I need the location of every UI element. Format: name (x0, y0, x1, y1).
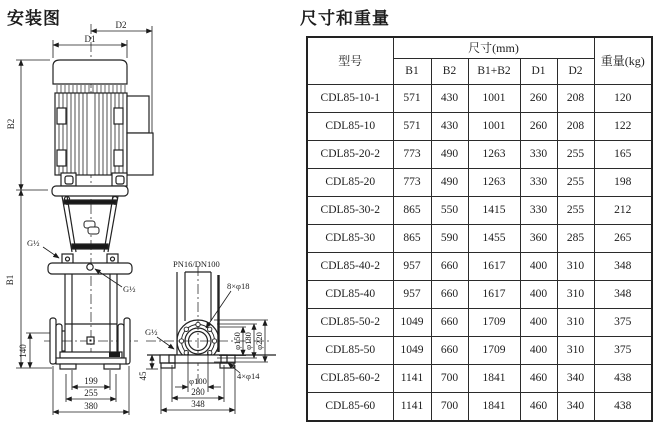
cell-b2: 550 (431, 197, 468, 225)
pump-base (56, 352, 126, 369)
dia100-label: φ100 (189, 376, 207, 386)
installation-drawing (0, 0, 300, 422)
cell-b1: 865 (393, 225, 431, 253)
cell-b1: 1049 (393, 337, 431, 365)
cell-b2: 490 (431, 169, 468, 197)
cell-b1b2: 1001 (468, 113, 520, 141)
terminal-box-lower (127, 133, 153, 175)
fan-cover (53, 60, 127, 84)
cell-weight: 375 (594, 337, 652, 365)
dim-199-label: 199 (84, 376, 98, 386)
table-row (307, 169, 652, 197)
cell-model: CDL85-60 (307, 393, 393, 422)
cell-model: CDL85-20 (307, 169, 393, 197)
cell-model: CDL85-60-2 (307, 365, 393, 393)
cell-b1: 1049 (393, 309, 431, 337)
cell-b1b2: 1415 (468, 197, 520, 225)
dim-label-b1: B1 (5, 274, 15, 286)
cell-model: CDL85-50 (307, 337, 393, 365)
cell-model: CDL85-10 (307, 113, 393, 141)
table-row (307, 253, 652, 281)
table-row (307, 113, 652, 141)
base-holes-label: 4×φ14 (237, 371, 260, 381)
cell-d2: 255 (557, 169, 594, 197)
cell-b2: 660 (431, 253, 468, 281)
flange-spec-label: PN16/DN100 (173, 259, 220, 269)
dimensions-weight-title: 尺寸和重量 (300, 9, 390, 28)
cell-weight: 438 (594, 365, 652, 393)
cell-weight: 438 (594, 393, 652, 422)
side-base-foot (220, 363, 234, 368)
col-header-d1: D1 (520, 59, 557, 85)
cell-b2: 430 (431, 85, 468, 113)
motor-stool-flange (52, 186, 128, 196)
cell-d1: 400 (520, 253, 557, 281)
table-row (307, 197, 652, 225)
table-row (307, 141, 652, 169)
cell-d2: 285 (557, 225, 594, 253)
cell-weight: 265 (594, 225, 652, 253)
foot-bolt (116, 176, 124, 184)
tie-rod-tab (57, 108, 66, 124)
cell-model: CDL85-20-2 (307, 141, 393, 169)
cell-b1b2: 1617 (468, 281, 520, 309)
cell-weight: 375 (594, 309, 652, 337)
tie-rod-tab (114, 150, 123, 166)
cell-d1: 400 (520, 337, 557, 365)
cell-b1b2: 1709 (468, 309, 520, 337)
table-row (307, 281, 652, 309)
vent-plug (87, 264, 93, 270)
cell-b2: 660 (431, 337, 468, 365)
dim-45-label: 45 (138, 371, 148, 381)
motor (53, 60, 153, 186)
cell-d1: 400 (520, 309, 557, 337)
cell-model: CDL85-40 (307, 281, 393, 309)
dia180-label: φ180 (243, 332, 253, 350)
cell-model: CDL85-50-2 (307, 309, 393, 337)
cell-b1: 865 (393, 197, 431, 225)
col-header-b2: B2 (431, 59, 468, 85)
cell-model: CDL85-40-2 (307, 253, 393, 281)
tie-rod-tab (57, 150, 66, 166)
cell-d1: 260 (520, 113, 557, 141)
table-row (307, 337, 652, 365)
cell-b1: 1141 (393, 365, 431, 393)
dia150-label: φ150 (232, 332, 242, 350)
cell-weight: 348 (594, 253, 652, 281)
port-label-g-half-left: G½ (27, 238, 40, 248)
cell-d2: 310 (557, 281, 594, 309)
col-header-model: 型号 (307, 37, 393, 85)
lantern-band-top (64, 200, 116, 204)
shaft-coupling (84, 221, 99, 234)
dimensions-weight-table (306, 36, 653, 422)
table-row (307, 225, 652, 253)
cell-b2: 590 (431, 225, 468, 253)
dia220-label: φ220 (254, 332, 264, 350)
base-foot (104, 364, 120, 369)
cell-b1b2: 1001 (468, 85, 520, 113)
cell-b2: 700 (431, 365, 468, 393)
cell-d1: 330 (520, 197, 557, 225)
dim-280-label: 280 (191, 387, 205, 397)
table-row (307, 309, 652, 337)
cell-b1b2: 1263 (468, 169, 520, 197)
cell-weight: 165 (594, 141, 652, 169)
table-row (307, 393, 652, 422)
cell-d2: 208 (557, 85, 594, 113)
lantern-band-bottom (72, 244, 108, 249)
cell-d1: 330 (520, 169, 557, 197)
cell-b1b2: 1263 (468, 141, 520, 169)
cell-d1: 460 (520, 365, 557, 393)
table-row (307, 365, 652, 393)
cell-d2: 208 (557, 113, 594, 141)
cell-b2: 430 (431, 113, 468, 141)
dim-140-label: 140 (18, 344, 28, 358)
cell-d2: 310 (557, 337, 594, 365)
cell-d1: 460 (520, 393, 557, 422)
cell-d2: 255 (557, 141, 594, 169)
port-label-g-half-bottom: G½ (123, 284, 136, 294)
cell-b1b2: 1841 (468, 393, 520, 422)
base-plate (56, 358, 126, 364)
cell-b1: 1141 (393, 393, 431, 422)
cell-b1: 957 (393, 281, 431, 309)
cell-model: CDL85-10-1 (307, 85, 393, 113)
col-header-b1: B1 (393, 59, 431, 85)
cell-b1b2: 1841 (468, 365, 520, 393)
cell-d2: 255 (557, 197, 594, 225)
cell-b2: 660 (431, 281, 468, 309)
cell-b1: 957 (393, 253, 431, 281)
foot-bolt (65, 176, 73, 184)
cell-d1: 360 (520, 225, 557, 253)
cell-b1: 571 (393, 113, 431, 141)
cell-b2: 700 (431, 393, 468, 422)
cell-b1b2: 1455 (468, 225, 520, 253)
table-body (307, 85, 652, 422)
cell-weight: 212 (594, 197, 652, 225)
table-row (307, 85, 652, 113)
cell-b1: 773 (393, 141, 431, 169)
col-header-d2: D2 (557, 59, 594, 85)
cell-b1b2: 1617 (468, 253, 520, 281)
port-label-g-half-side: G½ (145, 327, 158, 337)
bolt-holes-label: 8×φ18 (227, 281, 250, 291)
terminal-box-upper (127, 96, 149, 133)
base-foot (60, 364, 76, 369)
cell-d2: 310 (557, 309, 594, 337)
cell-weight: 198 (594, 169, 652, 197)
dim-label-d1: D1 (84, 34, 96, 44)
cell-d1: 400 (520, 281, 557, 309)
col-header-b1b2: B1+B2 (468, 59, 520, 85)
col-header-weight: 重量(kg) (594, 37, 652, 85)
cell-model: CDL85-30 (307, 225, 393, 253)
cell-d2: 340 (557, 393, 594, 422)
cell-d2: 310 (557, 253, 594, 281)
side-base-foot (161, 363, 175, 368)
installation-diagram-title: 安装图 (7, 9, 61, 28)
cell-weight: 120 (594, 85, 652, 113)
side-dimension-lines (146, 291, 268, 414)
cell-d1: 330 (520, 141, 557, 169)
cell-b2: 490 (431, 141, 468, 169)
dim-348-label: 348 (191, 399, 205, 409)
pump-head (48, 254, 132, 274)
cell-weight: 122 (594, 113, 652, 141)
tie-rod-tab (114, 108, 123, 124)
dim-label-b2: B2 (6, 118, 16, 130)
col-header-dims-group: 尺寸(mm) (393, 37, 594, 59)
cell-d2: 340 (557, 365, 594, 393)
cell-b1: 773 (393, 169, 431, 197)
coupling-lantern (52, 186, 128, 252)
dim-label-d2: D2 (115, 20, 127, 30)
cell-b2: 660 (431, 309, 468, 337)
cell-b1: 571 (393, 85, 431, 113)
cell-b1b2: 1709 (468, 337, 520, 365)
cell-model: CDL85-30-2 (307, 197, 393, 225)
cell-weight: 348 (594, 281, 652, 309)
cell-d1: 260 (520, 85, 557, 113)
dim-380-label: 380 (84, 401, 98, 411)
dim-255-label: 255 (84, 388, 98, 398)
